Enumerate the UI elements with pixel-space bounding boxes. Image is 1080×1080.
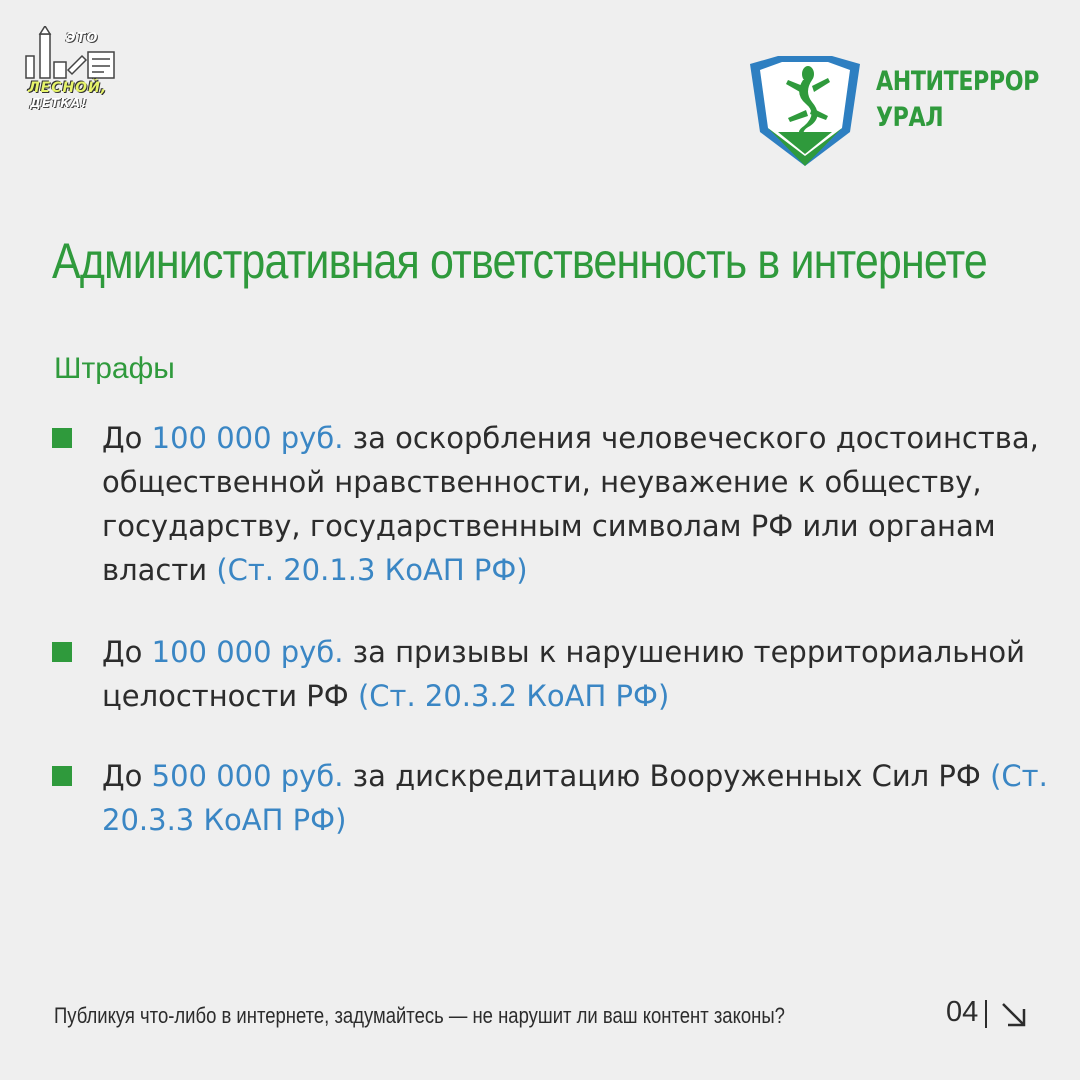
lizard-shield-icon xyxy=(748,54,862,168)
corner-logo-line1: ЭТО xyxy=(66,31,99,46)
corner-logo-line2: ЛЕСНОЙ, xyxy=(28,80,108,96)
fine-text xyxy=(102,630,1062,718)
page-number: 04 xyxy=(946,996,979,1028)
fine-prefix: До xyxy=(102,759,152,793)
fine-article: (Ст. 20.1.3 КоАП РФ) xyxy=(216,553,528,587)
fine-article: (Ст. 20.3.2 КоАП РФ) xyxy=(357,679,670,713)
brand-logo xyxy=(748,54,1048,174)
fine-prefix: До xyxy=(102,635,152,669)
fine-amount: 100 000 руб. xyxy=(151,421,344,455)
fine-amount: 500 000 руб. xyxy=(151,759,344,793)
section-label: Штрафы xyxy=(54,352,175,385)
brand-name: АНТИТЕРРОР УРАЛ xyxy=(876,66,1039,133)
bullet-square-icon xyxy=(52,428,72,448)
bullet-square-icon xyxy=(52,642,72,662)
fine-amount: 100 000 руб. xyxy=(151,635,344,669)
bullet-square-icon xyxy=(52,766,72,786)
fine-text xyxy=(102,416,1062,592)
page-title: Административная ответственность в интернете xyxy=(52,233,987,289)
fine-text xyxy=(102,754,1062,842)
footer-divider xyxy=(985,1000,987,1028)
fine-description: за оскорбления человеческого достоинства, общественной нравственности, неуважение к обществу, государству, государственным символам РФ или органам власти xyxy=(102,421,1039,587)
fine-prefix: До xyxy=(102,421,152,455)
arrow-down-right-icon[interactable] xyxy=(1000,1001,1028,1029)
corner-logo-line3: ДЕТКА! xyxy=(30,96,88,110)
fine-description: за призывы к нарушению территориальной целостности РФ xyxy=(102,635,1025,713)
fine-article: (Ст. 20.3.3 КоАП РФ) xyxy=(102,759,1048,837)
corner-logo xyxy=(22,26,118,116)
fine-description: за дискредитацию Вооруженных Сил РФ xyxy=(343,759,991,793)
footer-note: Публикуя что-либо в интернете, задумайтесь — не нарушит ли ваш контент законы? xyxy=(54,1003,785,1028)
